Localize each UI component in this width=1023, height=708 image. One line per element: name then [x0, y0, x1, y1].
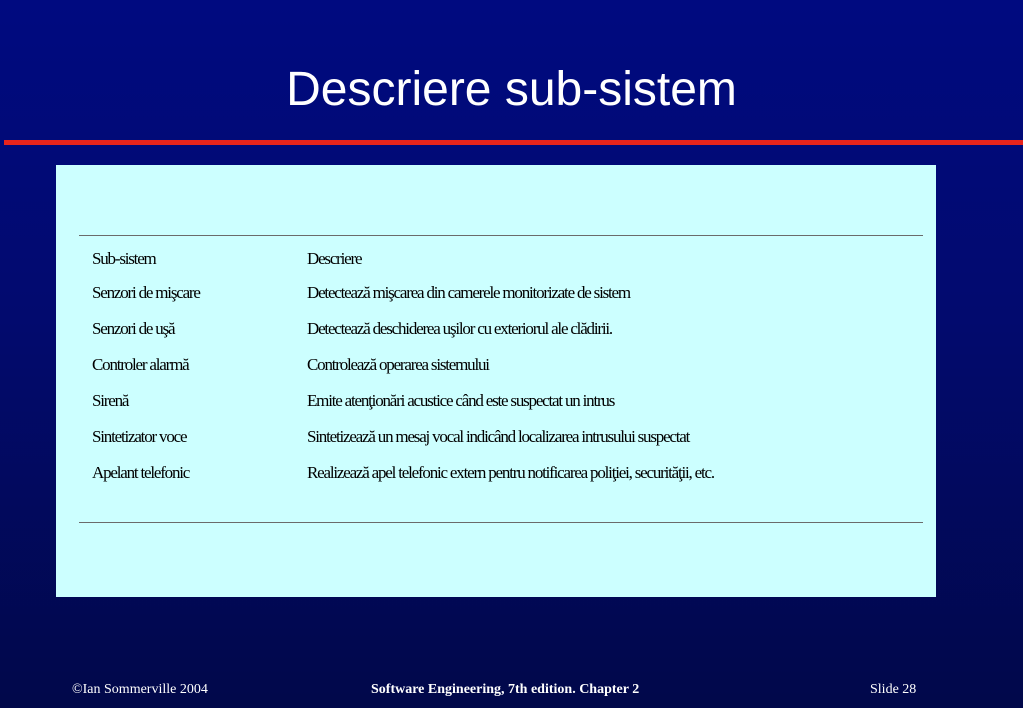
- table-row: [92, 355, 922, 391]
- subsystem-name: Sintetizator voce: [92, 427, 187, 446]
- title-divider: [4, 140, 1023, 145]
- footer-slide-number: Slide 28: [870, 682, 917, 697]
- footer-book-title: Software Engineering, 7th edition. Chapter 2: [371, 682, 640, 697]
- table-row: [92, 463, 922, 499]
- subsystem-name: Senzori de mişcare: [92, 283, 200, 302]
- table-panel: [56, 165, 936, 597]
- slide-title: Descriere sub-sistem: [286, 63, 737, 116]
- subsystem-description: Realizează apel telefonic extern pentru notificarea poliţiei, securităţii, etc.: [307, 463, 714, 482]
- subsystem-description: Emite atenţionări acustice când este suspectat un intrus: [307, 391, 615, 410]
- subsystem-description: Detectează deschiderea uşilor cu exteriorul ale clădirii.: [307, 319, 612, 338]
- table-bottom-rule: [79, 522, 923, 523]
- table-top-rule: [79, 235, 923, 236]
- table-row: [92, 283, 922, 319]
- subsystem-name: Controler alarmă: [92, 355, 189, 374]
- header-subsystem: Sub-sistem: [92, 249, 156, 268]
- header-description: Descriere: [307, 249, 362, 268]
- subsystem-name: Senzori de uşă: [92, 319, 175, 338]
- table-row: [92, 391, 922, 427]
- subsystem-description: Controlează operarea sistemului: [307, 355, 489, 374]
- subsystem-description: Sintetizează un mesaj vocal indicând localizarea intrusului suspectat: [307, 427, 690, 446]
- subsystem-name: Sirenă: [92, 391, 129, 410]
- table-row: [92, 319, 922, 355]
- table-header-row: [92, 249, 922, 283]
- subsystem-name: Apelant telefonic: [92, 463, 190, 482]
- table-row: [92, 427, 922, 463]
- subsystem-description: Detectează mişcarea din camerele monitorizate de sistem: [307, 283, 630, 302]
- footer-copyright: ©Ian Sommerville 2004: [72, 682, 208, 697]
- subsystem-table: [92, 249, 922, 499]
